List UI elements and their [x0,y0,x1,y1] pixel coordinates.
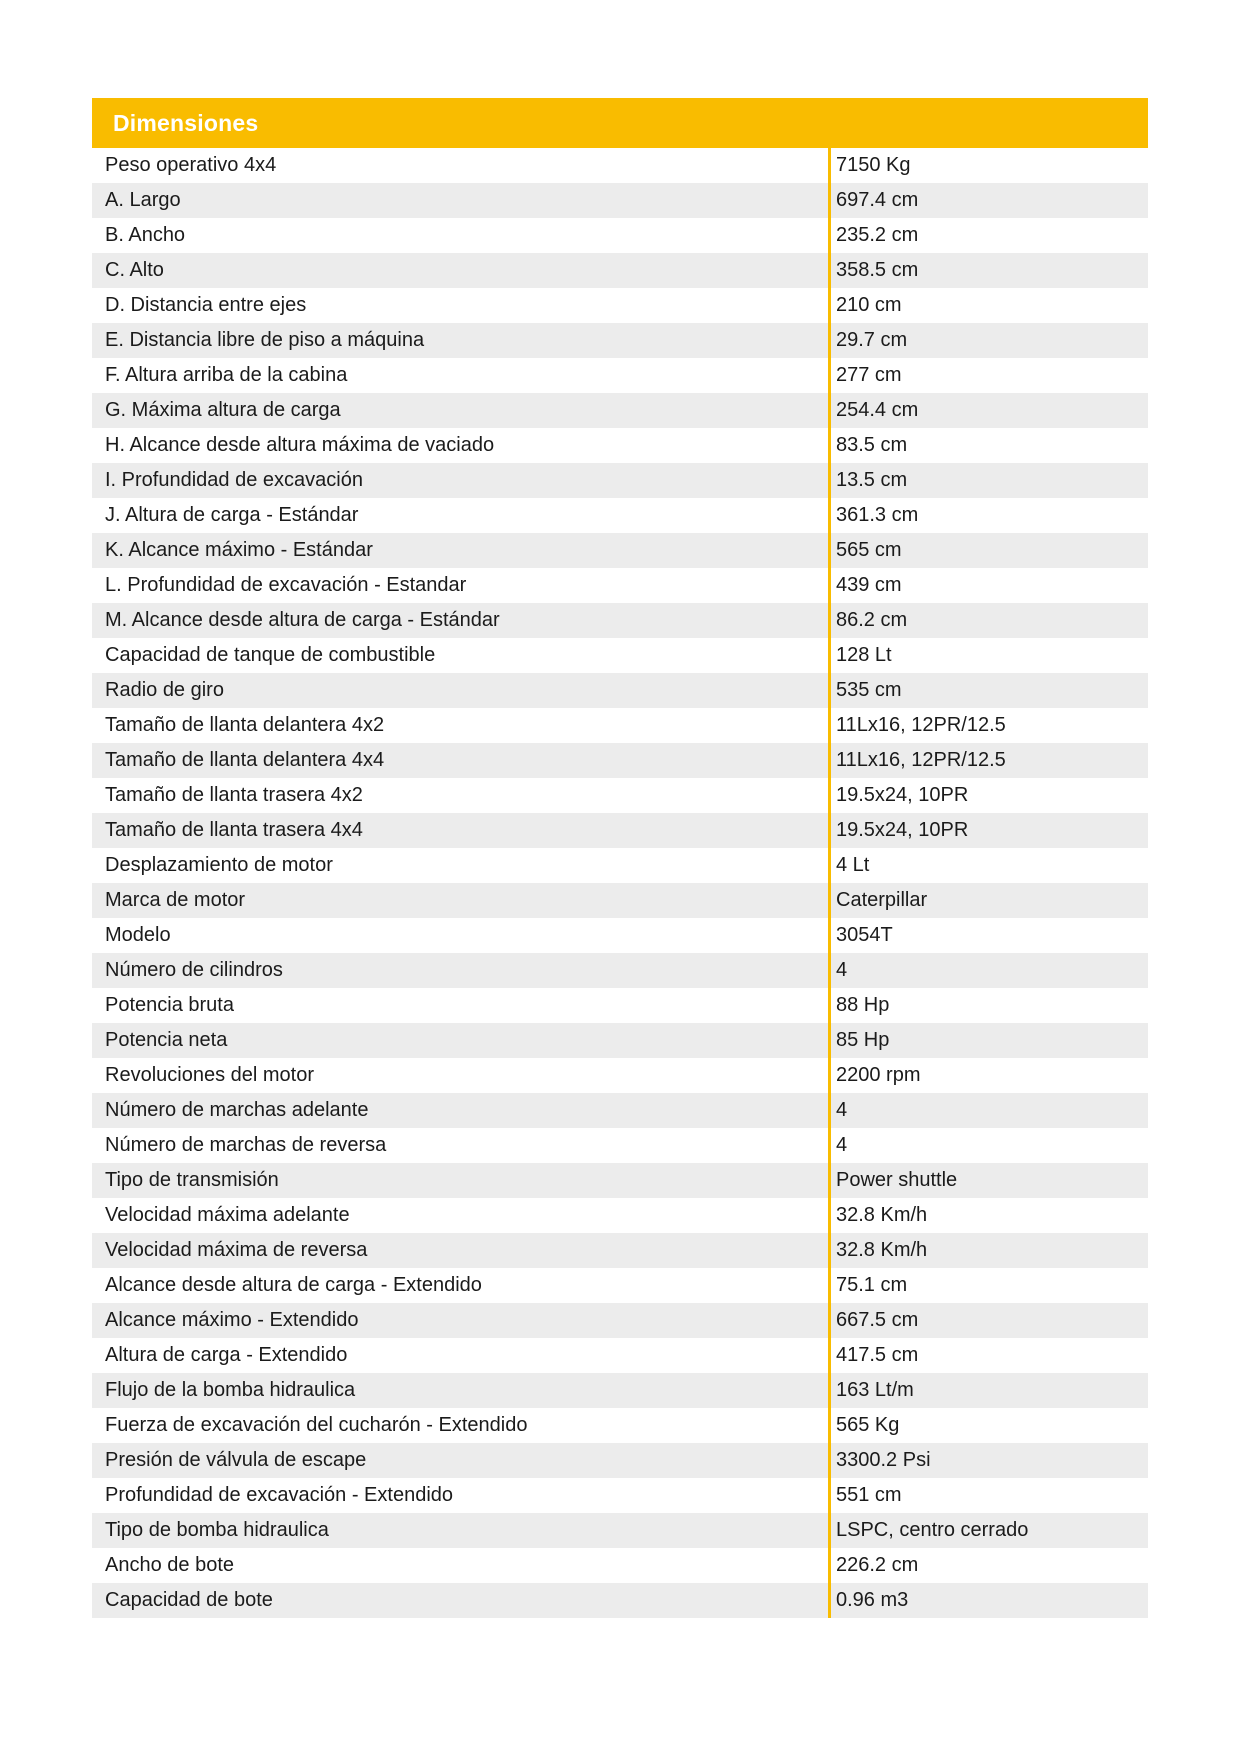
spec-label: Tipo de transmisión [105,1169,279,1191]
spec-label: A. Largo [105,189,181,211]
spec-value: LSPC, centro cerrado [828,1513,1148,1548]
spec-value: 83.5 cm [828,428,1148,463]
table-row [92,1163,1148,1198]
spec-label: Peso operativo 4x4 [105,154,277,176]
table-row [92,883,1148,918]
spec-label: E. Distancia libre de piso a máquina [105,329,425,351]
spec-label: Modelo [105,924,171,946]
table-row [92,1478,1148,1513]
spec-label: Número de marchas de reversa [105,1134,387,1156]
table-row [92,1548,1148,1583]
table-row [92,778,1148,813]
spec-value: 86.2 cm [828,603,1148,638]
table-row [92,358,1148,393]
spec-value: 235.2 cm [828,218,1148,253]
table-row [92,498,1148,533]
table-row [92,988,1148,1023]
spec-value: Power shuttle [828,1163,1148,1198]
spec-value: 358.5 cm [828,253,1148,288]
table-row [92,463,1148,498]
table-row [92,1268,1148,1303]
table-row [92,1233,1148,1268]
spec-value: 667.5 cm [828,1303,1148,1338]
spec-value: 4 [828,1128,1148,1163]
spec-label: Número de marchas adelante [105,1099,369,1121]
spec-label: Velocidad máxima adelante [105,1204,350,1226]
spec-value: 75.1 cm [828,1268,1148,1303]
table-row [92,1338,1148,1373]
table-rows [92,148,1148,1618]
spec-value: 210 cm [828,288,1148,323]
table-row [92,253,1148,288]
table-row [92,638,1148,673]
table-row [92,918,1148,953]
spec-value: 361.3 cm [828,498,1148,533]
spec-label: Alcance desde altura de carga - Extendido [105,1274,482,1296]
spec-label: Alcance máximo - Extendido [105,1309,359,1331]
spec-value: Caterpillar [828,883,1148,918]
table-header [92,98,1148,148]
table-row [92,1058,1148,1093]
table-row [92,1023,1148,1058]
table-row [92,848,1148,883]
table-row [92,1583,1148,1618]
spec-label: Potencia bruta [105,994,234,1016]
spec-label: G. Máxima altura de carga [105,399,341,421]
table-row [92,183,1148,218]
table-row [92,1093,1148,1128]
table-row [92,673,1148,708]
table-row [92,1128,1148,1163]
spec-value: 29.7 cm [828,323,1148,358]
spec-label: Profundidad de excavación - Extendido [105,1484,454,1506]
spec-label: H. Alcance desde altura máxima de vaciado [105,434,495,456]
spec-value: 565 Kg [828,1408,1148,1443]
spec-value: 13.5 cm [828,463,1148,498]
spec-label: C. Alto [105,259,164,281]
spec-value: 32.8 Km/h [828,1198,1148,1233]
spec-label: D. Distancia entre ejes [105,294,307,316]
spec-value: 417.5 cm [828,1338,1148,1373]
spec-value: 565 cm [828,533,1148,568]
spec-value: 3300.2 Psi [828,1443,1148,1478]
table-row [92,568,1148,603]
table-row [92,1373,1148,1408]
table-title: Dimensiones [113,109,259,136]
table-row [92,393,1148,428]
table-row [92,1513,1148,1548]
spec-label: Capacidad de tanque de combustible [105,644,436,666]
spec-value: 4 Lt [828,848,1148,883]
spec-label: L. Profundidad de excavación - Estandar [105,574,467,596]
table-row [92,1443,1148,1478]
table-row [92,288,1148,323]
spec-value: 277 cm [828,358,1148,393]
spec-value: 85 Hp [828,1023,1148,1058]
spec-value: 2200 rpm [828,1058,1148,1093]
table-row [92,1408,1148,1443]
spec-label: Presión de válvula de escape [105,1449,367,1471]
spec-label: K. Alcance máximo - Estándar [105,539,373,561]
spec-label: Ancho de bote [105,1554,234,1576]
spec-value: 19.5x24, 10PR [828,813,1148,848]
table-row [92,953,1148,988]
table-row [92,428,1148,463]
table-row [92,148,1148,183]
spec-value: 11Lx16, 12PR/12.5 [828,743,1148,778]
table-row [92,1303,1148,1338]
table-row [92,743,1148,778]
table-row [92,218,1148,253]
spec-value: 254.4 cm [828,393,1148,428]
table-row [92,1198,1148,1233]
spec-value: 11Lx16, 12PR/12.5 [828,708,1148,743]
spec-value: 0.96 m3 [828,1583,1148,1618]
spec-label: F. Altura arriba de la cabina [105,364,348,386]
table-row [92,813,1148,848]
spec-value: 163 Lt/m [828,1373,1148,1408]
spec-value: 439 cm [828,568,1148,603]
spec-label: Velocidad máxima de reversa [105,1239,368,1261]
spec-label: Tamaño de llanta delantera 4x2 [105,714,385,736]
spec-label: Tipo de bomba hidraulica [105,1519,329,1541]
spec-label: Tamaño de llanta delantera 4x4 [105,749,385,771]
spec-label: Marca de motor [105,889,246,911]
spec-label: B. Ancho [105,224,186,246]
spec-value: 4 [828,953,1148,988]
spec-value: 88 Hp [828,988,1148,1023]
spec-label: Número de cilindros [105,959,283,981]
spec-label: Desplazamiento de motor [105,854,333,876]
spec-value: 3054T [828,918,1148,953]
table-row [92,533,1148,568]
spec-value: 7150 Kg [828,148,1148,183]
spec-label: Tamaño de llanta trasera 4x4 [105,819,363,841]
spec-label: Flujo de la bomba hidraulica [105,1379,356,1401]
spec-label: Tamaño de llanta trasera 4x2 [105,784,363,806]
spec-value: 697.4 cm [828,183,1148,218]
spec-label: M. Alcance desde altura de carga - Estándar [105,609,500,631]
spec-value: 535 cm [828,673,1148,708]
dimensions-spec-table [92,98,1148,1618]
spec-label: Fuerza de excavación del cucharón - Extendido [105,1414,528,1436]
spec-value: 32.8 Km/h [828,1233,1148,1268]
spec-label: Potencia neta [105,1029,228,1051]
table-row [92,708,1148,743]
spec-label: Revoluciones del motor [105,1064,314,1086]
spec-value: 551 cm [828,1478,1148,1513]
spec-label: Radio de giro [105,679,224,701]
spec-value: 128 Lt [828,638,1148,673]
spec-value: 226.2 cm [828,1548,1148,1583]
spec-label: Capacidad de bote [105,1589,273,1611]
spec-label: Altura de carga - Extendido [105,1344,348,1366]
table-row [92,323,1148,358]
spec-label: I. Profundidad de excavación [105,469,363,491]
spec-value: 19.5x24, 10PR [828,778,1148,813]
table-row [92,603,1148,638]
spec-value: 4 [828,1093,1148,1128]
spec-label: J. Altura de carga - Estándar [105,504,359,526]
